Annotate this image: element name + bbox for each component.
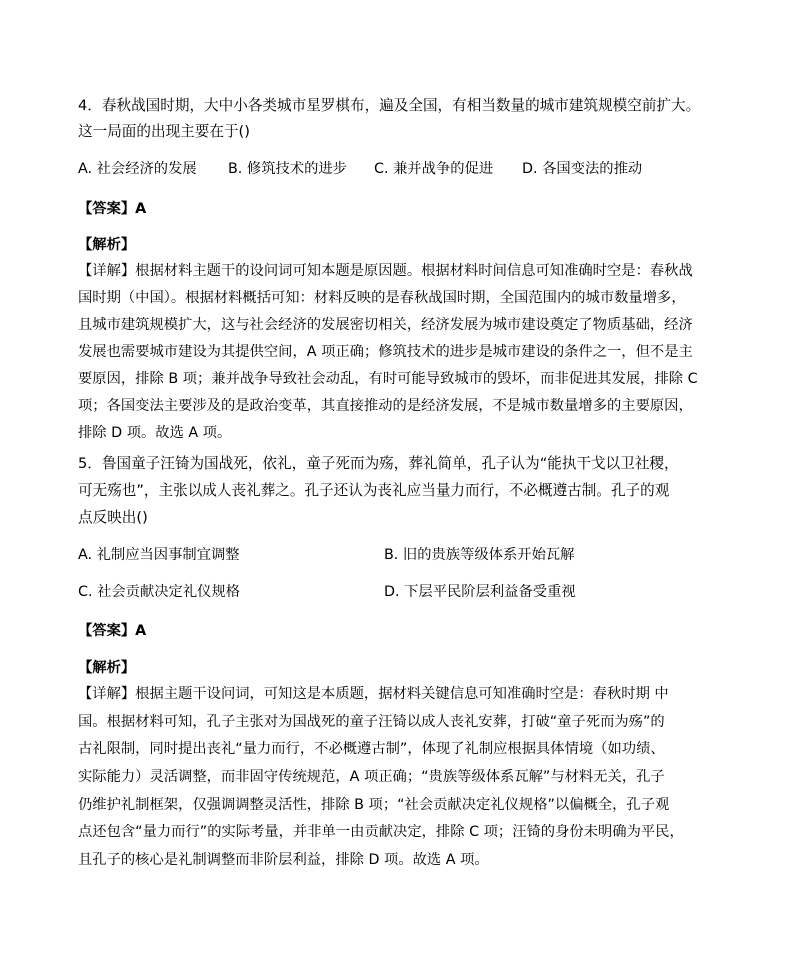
q4-option-b: B. 修筑技术的进步 [228, 161, 347, 177]
q4-analysis-line-1: 【详解】根据材料主题干的设问词可知本题是原因题。根据材料时间信息可知准确时空是：春秋战 [78, 263, 693, 279]
q4-stem-line-1: 4．春秋战国时期，大中小各类城市星罗棋布，遍及全国，有相当数量的城市建筑规模空前扩大。 [78, 97, 701, 114]
q5-option-d: D. 下层平民阶层利益备受重视 [384, 584, 576, 600]
q5-analysis-line-6: 点还包含“量力而行”的实际考量，并非单一由贡献决定，排除 C 项；汪锜的身份未明确为平民， [78, 824, 684, 840]
q4-analysis-line-3: 且城市建筑规模扩大，这与社会经济的发展密切相关，经济发展为城市建设奠定了物质基础，经济 [78, 317, 693, 333]
q5-analysis-line-3: 古礼限制，同时提出丧礼“量力而行，不必概遵古制”，体现了礼制应根据具体情境（如功绩、 [78, 741, 665, 757]
q5-option-c: C. 社会贡献决定礼仪规格 [78, 584, 241, 600]
q5-answer: 【答案】A [78, 623, 147, 639]
q5-stem-line-3: 点反映出() [78, 509, 148, 526]
q4-stem-line-2: 这一局面的出现主要在于() [78, 123, 250, 140]
q5-stem-line-2: 可无殇也”，主张以成人丧礼葬之。孔子还认为丧礼应当量力而行，不必概遵古制。孔子的观 [78, 482, 670, 499]
q4-answer: 【答案】A [78, 201, 147, 217]
q5-option-a: A. 礼制应当因事制宜调整 [78, 547, 240, 563]
q4-analysis-line-2: 国时期（中国）。根据材料概括可知：材料反映的是春秋战国时期，全国范围内的城市数量增多， [78, 290, 686, 306]
q4-analysis-line-4: 发展也需要城市建设为其提供空间，A 项正确；修筑技术的进步是城市建设的条件之一，但不是主 [78, 344, 693, 360]
q4-analysis-heading: 【解析】 [78, 237, 136, 253]
q4-option-c: C. 兼并战争的促进 [374, 161, 494, 177]
q4-option-a: A. 社会经济的发展 [78, 161, 197, 177]
q4-analysis-line-6: 项；各国变法主要涉及的是政治变革，其直接推动的是经济发展，不是城市数量增多的主要原因， [78, 398, 693, 414]
q5-analysis-line-1: 【详解】根据主题干设问词，可知这是本质题，据材料关键信息可知准确时空是：春秋时期 中 [78, 686, 669, 702]
q5-analysis-heading: 【解析】 [78, 660, 136, 676]
q5-analysis-line-2: 国。根据材料可知，孔子主张对为国战死的童子汪锜以成人丧礼安葬，打破“童子死而为殇”的 [78, 714, 665, 730]
q5-analysis-line-7: 且孔子的核心是礼制调整而非阶层利益，排除 D 项。故选 A 项。 [78, 852, 489, 868]
q5-option-b: B. 旧的贵族等级体系开始瓦解 [384, 547, 575, 563]
q5-analysis-line-5: 仍维护礼制框架，仅强调调整灵活性，排除 B 项；“社会贡献决定礼仪规格”以偏概全，孔子观 [78, 797, 670, 813]
q4-analysis-line-7: 排除 D 项。故选 A 项。 [78, 425, 232, 441]
q4-analysis-line-5: 要原因，排除 B 项；兼并战争导致社会动乱，有时可能导致城市的毁坏，而非促进其发展，排除 C [78, 371, 698, 387]
q5-analysis-line-4: 实际能力）灵活调整，而非固守传统规范，A 项正确；“贵族等级体系瓦解”与材料无关，孔子 [78, 769, 665, 785]
q4-option-d: D. 各国变法的推动 [522, 161, 643, 177]
q5-stem-line-1: 5．鲁国童子汪锜为国战死，依礼，童子死而为殇，葬礼简单，孔子认为“能执干戈以卫社稷， [78, 455, 679, 472]
